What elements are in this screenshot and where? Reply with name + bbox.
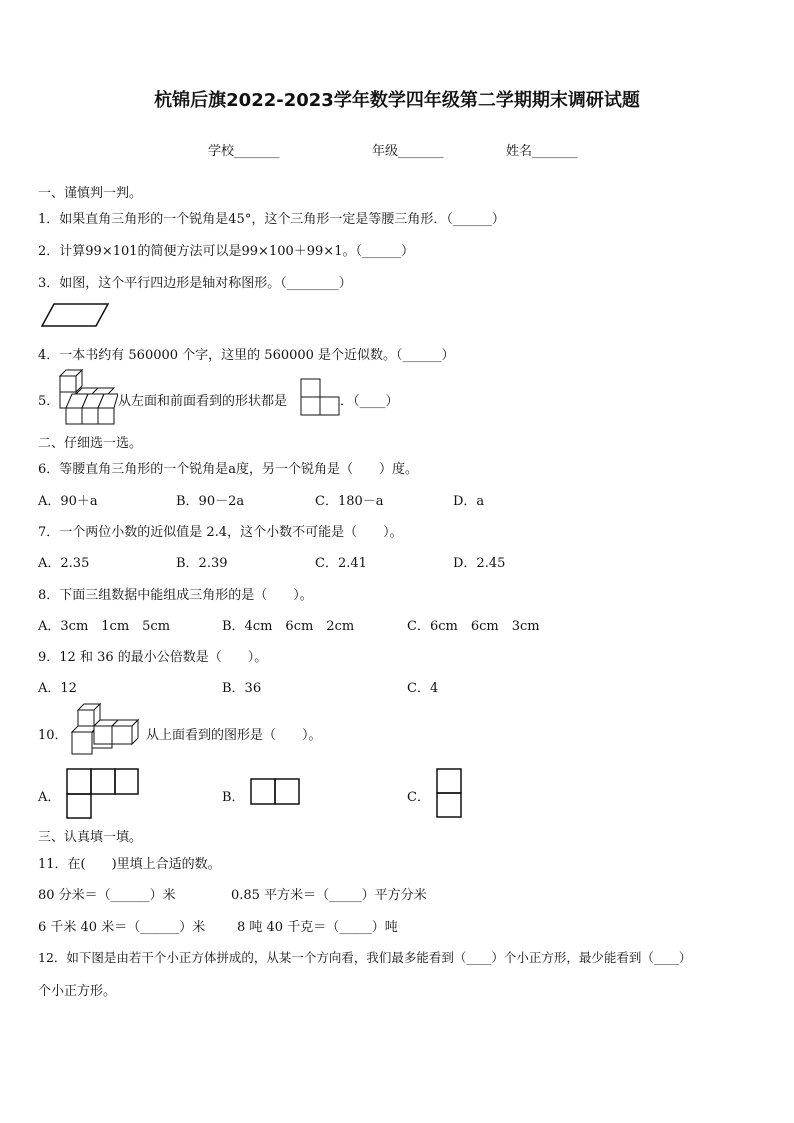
question-4: 4．一本书约有 560000 个字，这里的 560000 是个近似数。（______）	[38, 348, 455, 363]
question-9-option-a: A．12	[38, 681, 77, 696]
question-6-option-a: A．90＋a	[38, 494, 98, 509]
option-c-shape	[436, 768, 464, 820]
question-10-option-b: B．	[222, 790, 245, 805]
option-b-shape	[250, 778, 302, 806]
page-title: 杭锦后旗2022-2023学年数学四年级第二学期期末调研试题	[154, 90, 640, 111]
question-9: 9．12 和 36 的最小公倍数是（ ）。	[38, 650, 268, 665]
question-6-option-c: C．180－a	[315, 494, 384, 509]
question-9-option-c: C．4	[407, 681, 439, 696]
parallelogram-figure	[40, 302, 110, 328]
question-12-line-1: 12．如下图是由若干个小正方体拼成的，从某一个方向看，我们最多能看到（____）个小正方形，最少能看到（____）	[38, 950, 692, 965]
question-6-option-b: B．90－2a	[176, 494, 245, 509]
question-1: 1．如果直角三角形的一个锐角是45°，这个三角形一定是等腰三角形．（______）	[38, 212, 505, 227]
l-shape-view-figure	[300, 378, 340, 416]
cube-group-figure	[68, 702, 146, 758]
school-field: 学校_______	[208, 144, 280, 159]
question-6: 6．等腰直角三角形的一个锐角是a度，另一个锐角是（ ）度。	[38, 462, 419, 477]
question-12-line-2: 个小正方形。	[38, 984, 117, 999]
question-11-item-2: 0.85 平方米＝（_____）平方分米	[231, 888, 427, 903]
question-11-item-3: 6 千米 40 米＝（______）米	[38, 920, 206, 935]
question-11-item-4: 8 吨 40 千克＝（_____）吨	[237, 920, 398, 935]
option-a-shape	[66, 768, 140, 820]
section-2-heading: 二、仔细选一选。	[38, 436, 143, 451]
question-8-option-b: B．4cm 6cm 2cm	[222, 619, 355, 634]
question-10-number: 10．	[38, 728, 68, 743]
question-8-option-a: A．3cm 1cm 5cm	[38, 619, 171, 634]
section-1-heading: 一、谨慎判一判。	[38, 186, 143, 201]
cube-stack-figure	[56, 368, 118, 428]
question-10-option-a: A．	[38, 790, 61, 805]
question-7: 7．一个两位小数的近似值是 2.4，这个小数不可能是（ ）。	[38, 525, 403, 540]
question-8-option-c: C．6cm 6cm 3cm	[407, 619, 540, 634]
question-9-option-b: B．36	[222, 681, 262, 696]
question-5-number: 5．	[38, 394, 60, 409]
question-5-answer: ．（____）	[340, 394, 399, 409]
question-7-option-c: C．2.41	[315, 556, 367, 571]
question-7-option-b: B．2.39	[176, 556, 228, 571]
question-2: 2．计算99×101的简便方法可以是99×100＋99×1。（______）	[38, 244, 414, 259]
question-11: 11．在( )里填上合适的数。	[38, 857, 221, 872]
question-7-option-d: D．2.45	[453, 556, 506, 571]
grade-field: 年级_______	[372, 144, 444, 159]
question-8: 8．下面三组数据中能组成三角形的是（ ）。	[38, 588, 313, 603]
question-11-item-1: 80 分米＝（______）米	[38, 888, 176, 903]
name-field: 姓名_______	[506, 144, 578, 159]
section-3-heading: 三、认真填一填。	[38, 830, 143, 845]
question-6-option-d: D．a	[453, 494, 485, 509]
question-10-option-c: C．	[407, 790, 430, 805]
question-5-text: 从左面和前面看到的形状都是	[118, 394, 288, 409]
question-10-text: 从上面看到的图形是（ ）。	[146, 728, 322, 743]
question-3: 3．如图，这个平行四边形是轴对称图形。（________）	[38, 276, 352, 291]
question-7-option-a: A．2.35	[38, 556, 90, 571]
